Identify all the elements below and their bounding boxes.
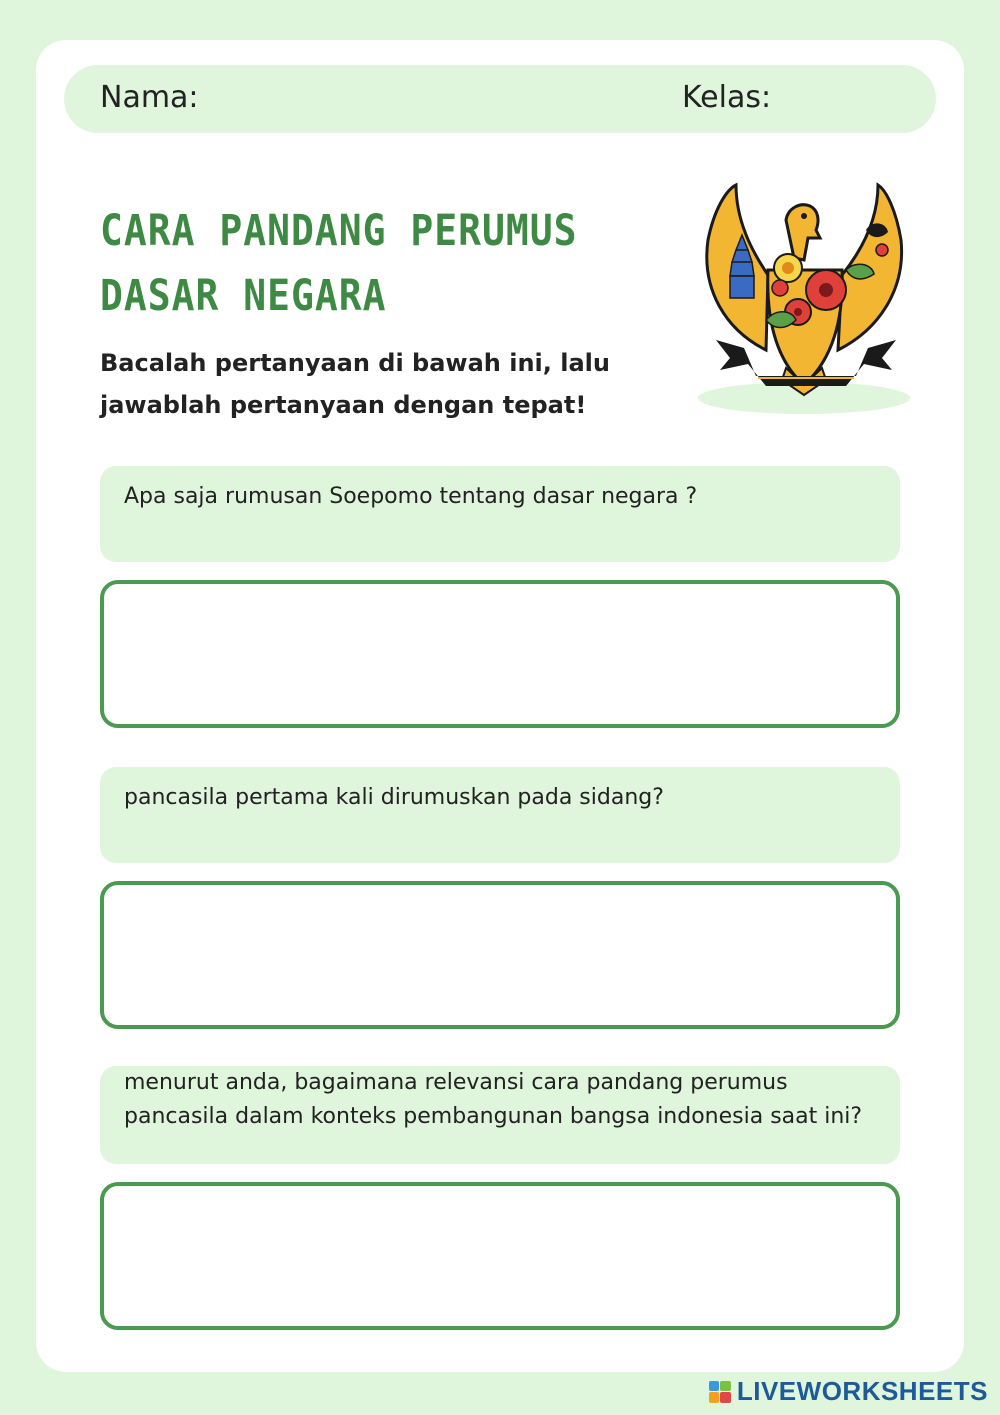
question-box-1: [100, 466, 900, 562]
instruction-text: [100, 342, 660, 426]
title-line-2: DASAR NEGARA: [100, 270, 387, 321]
question-box-2: [100, 767, 900, 863]
question-text-2: pancasila pertama kali dirumuskan pada sidang?: [124, 785, 664, 810]
liveworksheets-watermark: [709, 1376, 988, 1407]
question-box-3: [100, 1066, 900, 1164]
question-text-3: menurut anda, bagaimana relevansi cara pandang perumus pancasila dalam konteks pembangunan bangsa indonesia saat ini?: [124, 1070, 863, 1129]
garuda-emblem-icon: [696, 180, 916, 420]
instruction-line-1: Bacalah pertanyaan di bawah ini, lalu: [100, 349, 610, 377]
question-text-1: Apa saja rumusan Soepomo tentang dasar negara ?: [124, 484, 698, 509]
watermark-text: LIVEWORKSHEETS: [736, 1376, 988, 1406]
instruction-line-2: jawablah pertanyaan dengan tepat!: [100, 391, 587, 419]
class-label: Kelas:: [682, 80, 772, 115]
title-line-1: CARA PANDANG PERUMUS: [100, 205, 578, 256]
liveworksheets-logo-icon: [709, 1381, 731, 1403]
worksheet-title: [100, 198, 660, 328]
answer-box-1[interactable]: [100, 580, 900, 728]
answer-box-2[interactable]: [100, 881, 900, 1029]
answer-box-3[interactable]: [100, 1182, 900, 1330]
name-label: Nama:: [100, 80, 199, 115]
